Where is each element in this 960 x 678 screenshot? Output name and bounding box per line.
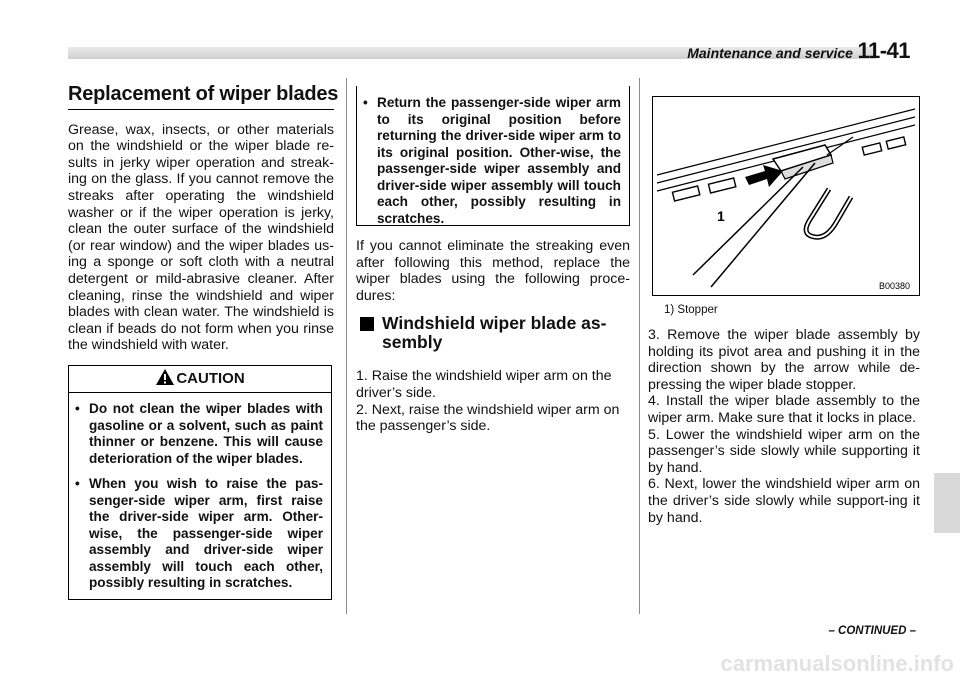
- bullet-icon: •: [75, 401, 80, 416]
- caution-box: [68, 365, 332, 600]
- figure-caption: 1) Stopper: [664, 304, 718, 316]
- subsection-title: Windshield wiper blade as-sembly: [382, 313, 607, 353]
- caution-label: CAUTION: [176, 370, 245, 387]
- step-item: 1. Raise the windshield wiper arm on the driver’s side.: [356, 368, 612, 401]
- step-item: 2. Next, raise the windshield wiper arm on the passenger’s side.: [356, 401, 620, 435]
- wiper-blade-illustration: [653, 97, 919, 295]
- subsection-heading: [356, 314, 630, 352]
- caution-header: [69, 366, 331, 393]
- column-divider-2: [639, 78, 640, 614]
- bullet-icon: •: [75, 476, 80, 491]
- continued-label: – CONTINUED –: [828, 625, 916, 637]
- caution-bullet: [69, 401, 331, 467]
- square-bullet-icon: [360, 317, 374, 331]
- column-1: [68, 83, 339, 354]
- steps-list: [356, 368, 630, 434]
- page-header: [687, 38, 910, 64]
- figure-code: B00380: [879, 281, 911, 291]
- step-item: 6. Next, lower the windshield wiper arm on the driver’s side slowly while support-ing it by hand.: [648, 476, 920, 526]
- caution-bullet-text: Return the passenger-side wiper arm to its original position before returning the driver-side wiper arm to its original position. Other-wise, the passenger-side wiper assembly and driver-side wiper assembly will touch each other, possibly resulting in scratches.: [377, 95, 621, 226]
- warning-triangle-icon: [155, 368, 175, 386]
- procedure-intro: If you cannot eliminate the streaking even after following this method, replace the wiper blades using the following proce-dures:: [356, 238, 630, 304]
- caution-bullet-text: Do not clean the wiper blades with gasoline or a solvent, such as paint thinner or benzene. This will cause deterioration of the wiper blades.: [89, 401, 323, 466]
- caution-bullet-text: When you wish to raise the pas-senger-side wiper arm, first raise the driver-side wiper arm. Other-wise, the passenger-side wiper assembly and driver-side wiper assembly will touch each other, possibly resulting in scratches.: [89, 476, 323, 590]
- intro-paragraph: Grease, wax, insects, or other materials on the windshield or the wiper blade re-sults in jerky wiper operation and streak-ing on the glass. If you cannot remove the streaks after operating the windshield washer or if the wiper operation is jerky, clean the outer surface of the windshield (or rear window) and the wiper blades us-ing a sponge or soft cloth with a neutral detergent or mild-abrasive cleaner. After cleaning, rinse the windshield and wiper blades with clean water. The windshield is clean if beads do not form when you rinse the windshield with water.: [68, 121, 334, 354]
- step-item: 4. Install the wiper blade assembly to the wiper arm. Make sure that it locks in place.: [648, 393, 920, 426]
- step-item: 3. Remove the wiper blade assembly by holding its pivot area and pushing it in the direction shown by the arrow while de-pressing the wiper blade stopper.: [648, 327, 920, 393]
- section-title: Replacement of wiper blades: [68, 86, 334, 110]
- caution-bullet: [357, 95, 629, 227]
- footer: [0, 647, 960, 678]
- chapter-thumb-tab: [934, 473, 960, 533]
- caution-bullet: [69, 476, 331, 592]
- wiper-blade-figure: [652, 96, 920, 296]
- watermark-text: carmanualsonline.info: [720, 651, 954, 676]
- column-3: [648, 327, 920, 526]
- figure-callout: 1: [717, 208, 725, 224]
- caution-box-continued: [356, 86, 630, 226]
- step-item: 5. Lower the windshield wiper arm on the passenger’s side slowly while supporting it by hand.: [648, 426, 920, 476]
- section-name: Maintenance and service: [687, 45, 853, 61]
- column-divider-1: [346, 78, 347, 614]
- page-number: 11-41: [857, 38, 910, 63]
- column-2: [356, 238, 630, 435]
- bullet-icon: •: [363, 95, 368, 110]
